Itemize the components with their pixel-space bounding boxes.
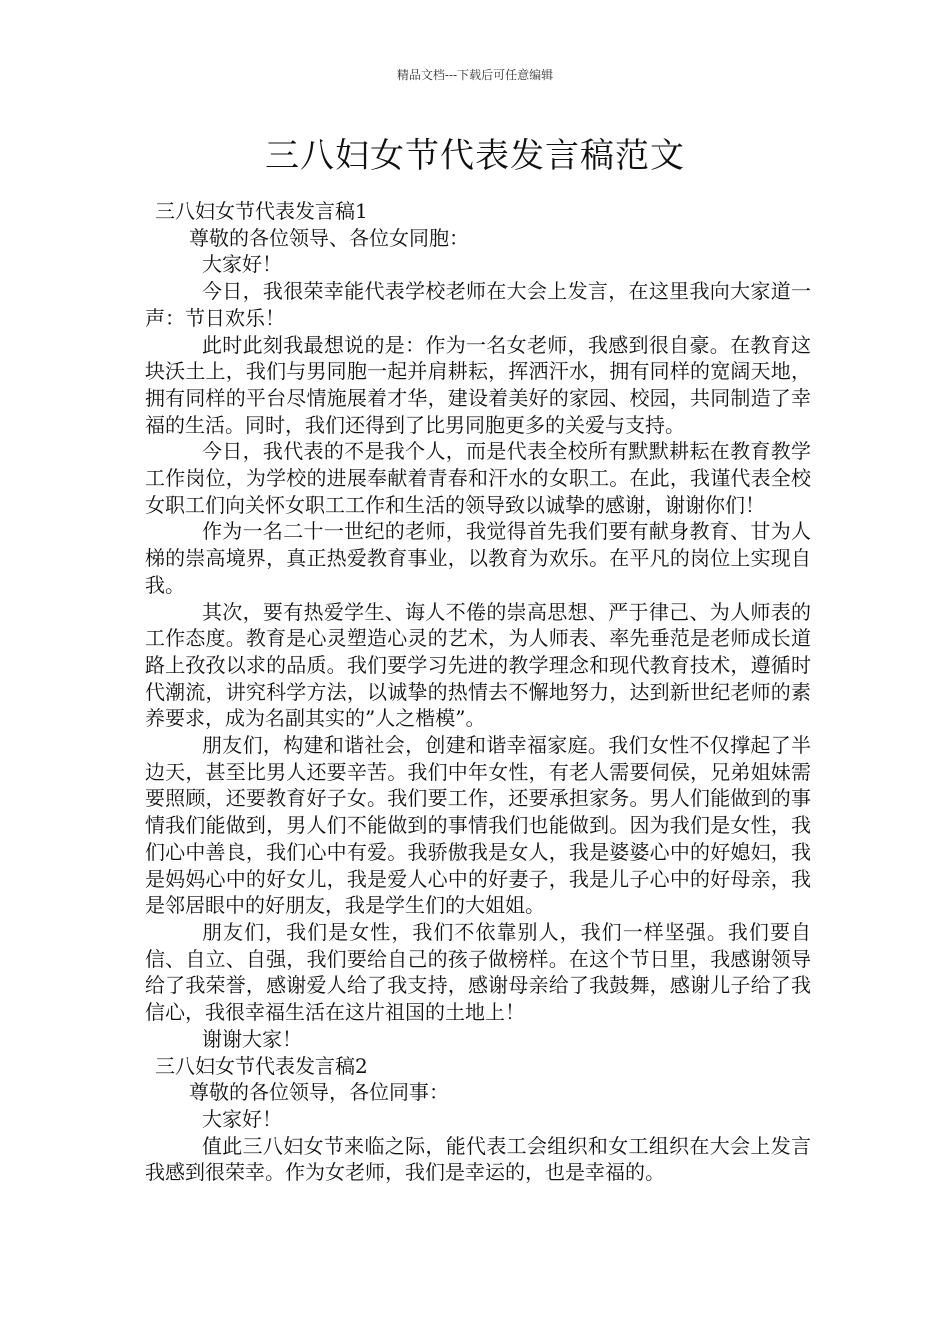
paragraph: 其次，要有热爱学生、诲人不倦的崇高思想、严于律己、为人师表的工作态度。教育是心灵塑造心灵的艺术，为人师表、率先垂范是老师成长道路上孜孜以求的品质。我们要学习先进的教学理念和现代教育技术，遵循时代潮流，讲究科学方法，以诚挚的热情去不懈地努力，达到新世纪老师的素养要求，成为名副其实的”人之楷模”。 — [145, 599, 811, 731]
document-body — [145, 198, 811, 1186]
paragraph: 作为一名二十一世纪的老师，我觉得首先我们要有献身教育、甘为人梯的崇高境界，真正热爱教育事业，以教育为欢乐。在平凡的岗位上实现自我。 — [145, 519, 811, 597]
greeting-2: 大家好！ — [202, 1106, 282, 1131]
document-title: 三八妇女节代表发言稿范文 — [265, 136, 685, 176]
greeting-1: 大家好！ — [202, 252, 282, 277]
section-heading-1: 三八妇女节代表发言稿1 — [155, 199, 368, 223]
paragraph: 朋友们，构建和谐社会，创建和谐幸福家庭。我们女性不仅撑起了半边天，甚至比男人还要辛苦。我们中年女性，有老人需要伺侯，兄弟姐妹需要照顾，还要教育好子女。我们要工作，还要承担家务。男人们能做到的事情我们能做到，男人们不能做到的事情我们也能做到。因为我们是女性，我们心中善良，我们心中有爱。我骄傲我是女人，我是婆婆心中的好媳妇，我是妈妈心中的好女儿，我是爱人心中的好妻子，我是儿子心中的好母亲，我是邻居眼中的好朋友，我是学生们的大姐姐。 — [145, 733, 811, 918]
paragraph: 今日，我代表的不是我个人，而是代表全校所有默默耕耘在教育教学工作岗位，为学校的进展奉献着青春和汗水的女职工。在此，我谨代表全校女职工们向关怀女职工工作和生活的领导致以诚挚的感谢，谢谢你们！ — [145, 439, 811, 517]
page-header: 精品文档---下载后可任意编辑 — [396, 68, 554, 82]
closing-1: 谢谢大家！ — [202, 1026, 302, 1051]
paragraph: 朋友们，我们是女性，我们不依靠别人，我们一样坚强。我们要自信、自立、自强，我们要给自己的孩子做榜样。在这个节日里，我感谢领导给了我荣誉，感谢爱人给了我支持，感谢母亲给了我鼓舞，感谢儿子给了我信心，我很幸福生活在这片祖国的土地上！ — [145, 919, 811, 1025]
salutation-1: 尊敬的各位领导、各位女同胞： — [189, 225, 469, 250]
paragraph: 今日，我很荣幸能代表学校老师在大会上发言，在这里我向大家道一声：节日欢乐！ — [145, 279, 811, 330]
paragraph: 值此三八妇女节来临之际，能代表工会组织和女工组织在大会上发言我感到很荣幸。作为女老师，我们是幸运的，也是幸福的。 — [145, 1133, 811, 1185]
salutation-2: 尊敬的各位领导，各位同事： — [189, 1080, 449, 1105]
paragraph: 此时此刻我最想说的是：作为一名女老师，我感到很自豪。在教育这块沃土上，我们与男同胞一起并肩耕耘，挥洒汗水，拥有同样的宽阔天地，拥有同样的平台尽情施展着才华，建设着美好的家园、校园，共同制造了幸福的生活。同时，我们还得到了比男同胞更多的关爱与支持。 — [145, 332, 811, 437]
section-heading-2: 三八妇女节代表发言稿2 — [155, 1053, 368, 1078]
